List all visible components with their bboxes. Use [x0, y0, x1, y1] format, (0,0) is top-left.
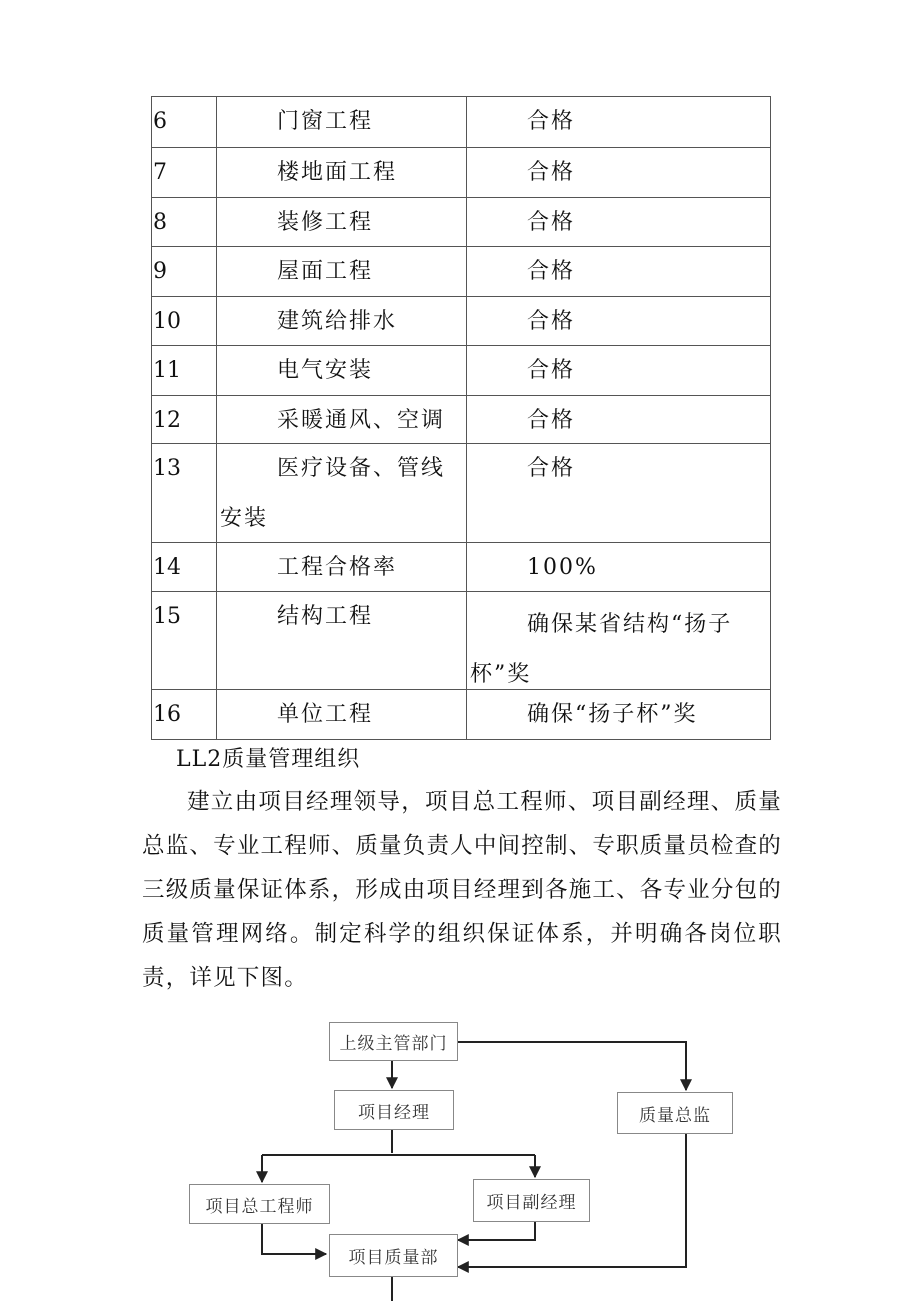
row-item: 楼地面工程 — [217, 148, 467, 198]
section-paragraph: 建立由项目经理领导，项目总工程师、项目副经理、质量总监、专业工程师、质量负责人中间控制、专职质量员检查的三级质量保证体系，形成由项目经理到各施工、各专业分包的质量管理网络。制定科学的组织保证体系，并明确各岗位职责，详见下图。 — [142, 789, 782, 991]
section-heading: LL2质量管理组织 — [176, 747, 361, 772]
row-number: 16 — [152, 690, 217, 740]
table-row — [152, 396, 771, 444]
table-row — [152, 444, 771, 543]
row-item-line1: 医疗设备、管线 — [277, 456, 446, 481]
row-number: 15 — [152, 592, 217, 690]
arrow-chief-to-quality-dept — [262, 1223, 326, 1254]
table-row — [152, 198, 771, 247]
row-result: 合格 — [467, 148, 771, 198]
table-row — [152, 148, 771, 198]
row-result: 合格 — [467, 247, 771, 297]
row-result: 合格 — [467, 97, 771, 148]
row-number: 10 — [152, 297, 217, 346]
org-box-chief-engineer: 项目总工程师 — [189, 1184, 330, 1224]
row-item: 门窗工程 — [217, 97, 467, 148]
row-result: 合格 — [467, 297, 771, 346]
row-result-line2: 杯”奖 — [470, 662, 532, 687]
arrow-superior-to-director — [458, 1042, 686, 1090]
table-row — [152, 346, 771, 396]
row-number: 8 — [152, 198, 217, 247]
row-result: 100% — [467, 543, 771, 592]
row-item: 屋面工程 — [217, 247, 467, 297]
org-box-deputy-manager: 项目副经理 — [473, 1179, 590, 1222]
row-number: 11 — [152, 346, 217, 396]
table-row — [152, 543, 771, 592]
table-row — [152, 97, 771, 148]
row-item: 电气安装 — [217, 346, 467, 396]
row-result: 合格 — [467, 198, 771, 247]
row-result: 合格 — [467, 346, 771, 396]
row-result — [467, 592, 771, 690]
table-row — [152, 297, 771, 346]
row-item: 建筑给排水 — [217, 297, 467, 346]
row-number: 7 — [152, 148, 217, 198]
org-box-quality-director: 质量总监 — [617, 1092, 733, 1134]
row-item: 装修工程 — [217, 198, 467, 247]
row-number: 14 — [152, 543, 217, 592]
table-row — [152, 247, 771, 297]
row-number: 13 — [152, 444, 217, 543]
org-box-superior-dept: 上级主管部门 — [329, 1022, 458, 1061]
org-box-quality-dept: 项目质量部 — [329, 1234, 458, 1277]
row-item-line2: 安装 — [220, 506, 269, 531]
row-number: 12 — [152, 396, 217, 444]
row-item: 采暖通风、空调 — [217, 396, 467, 444]
row-item: 工程合格率 — [217, 543, 467, 592]
row-item — [217, 444, 467, 543]
arrow-deputy-to-quality-dept — [458, 1221, 535, 1240]
row-result: 确保“扬子杯”奖 — [467, 690, 771, 740]
row-number: 9 — [152, 247, 217, 297]
row-result-line1: 确保某省结构“扬子 — [527, 612, 733, 637]
org-box-project-manager: 项目经理 — [334, 1090, 454, 1130]
row-result: 合格 — [467, 396, 771, 444]
row-item: 单位工程 — [217, 690, 467, 740]
table-row — [152, 592, 771, 690]
row-result: 合格 — [467, 444, 771, 543]
row-number: 6 — [152, 97, 217, 148]
table-row — [152, 690, 771, 740]
quality-target-table — [151, 96, 771, 740]
row-item: 结构工程 — [217, 592, 467, 690]
